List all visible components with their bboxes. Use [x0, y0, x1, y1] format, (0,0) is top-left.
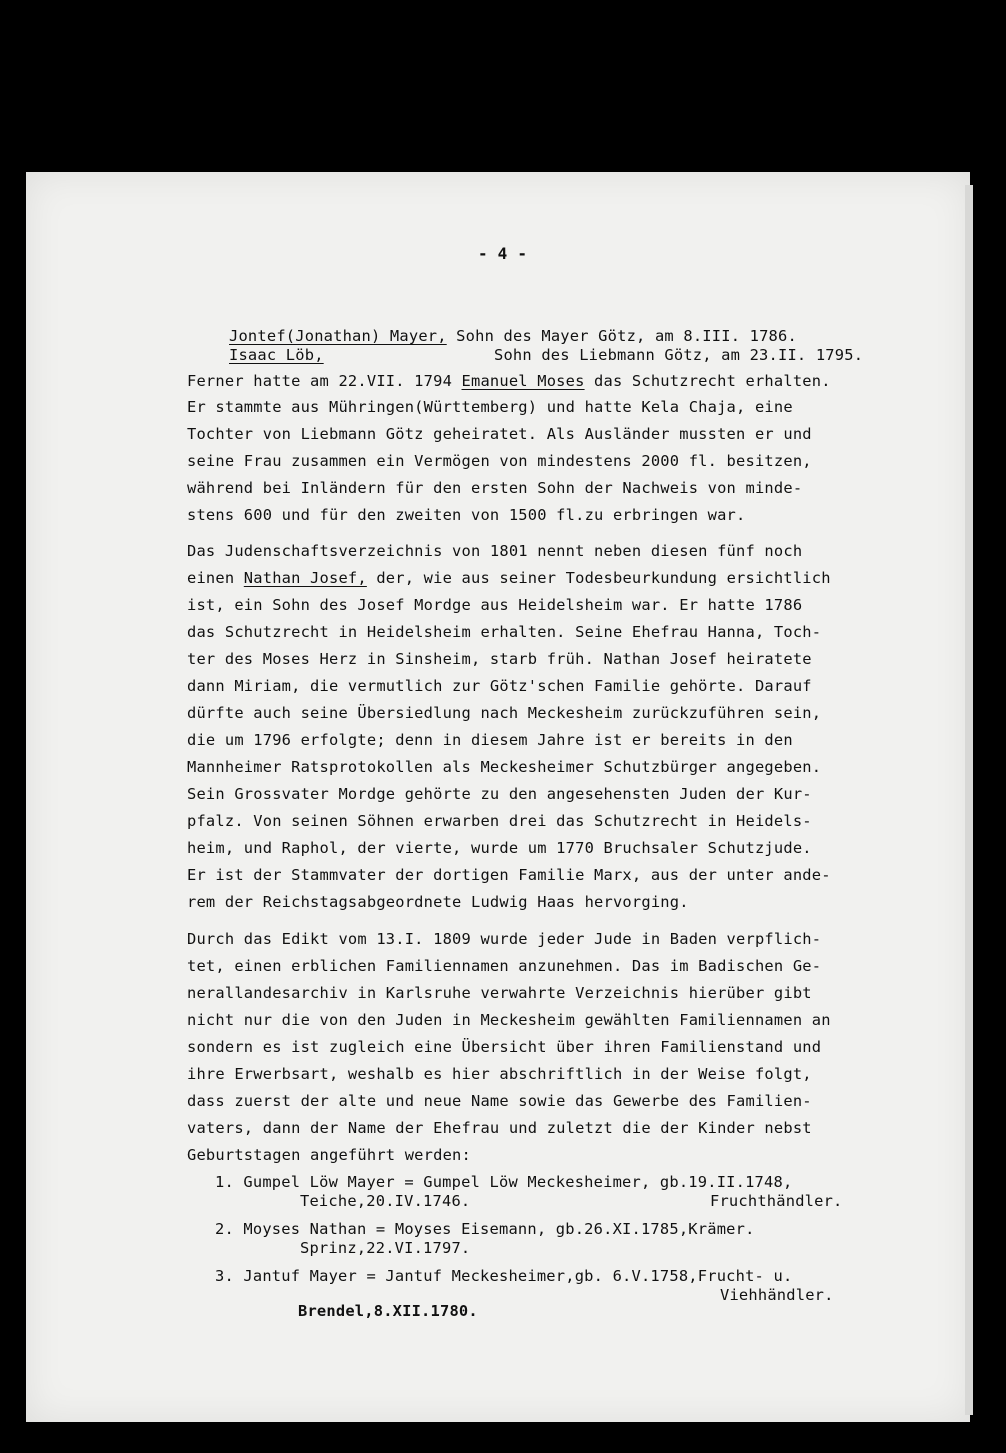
para3-line-2: tet, einen erblichen Familiennamen anzunehmen. Das im Badischen Ge- — [187, 957, 822, 975]
para3-line-4: nicht nur die von den Juden in Meckesheim gewählten Familiennamen an — [187, 1011, 831, 1029]
intro-name-1: Jontef(Jonathan) Mayer, — [229, 327, 447, 345]
para2-line-2 — [187, 568, 831, 588]
entry-2-line-1: 2. Moyses Nathan = Moyses Eisemann, gb.26.XI.1785,Krämer. — [215, 1220, 755, 1238]
para3-line-7: dass zuerst der alte und neue Name sowie das Gewerbe des Familien- — [187, 1092, 812, 1110]
para1-line-6: stens 600 und für den zweiten von 1500 fl.zu erbringen war. — [187, 506, 746, 524]
page-number: - 4 - — [478, 244, 528, 263]
para2-line-3: ist, ein Sohn des Josef Mordge aus Heidelsheim war. Er hatte 1786 — [187, 596, 803, 614]
para2-line-14: rem der Reichstagsabgeordnete Ludwig Haas hervorging. — [187, 893, 689, 911]
para3-line-5: sondern es ist zugleich eine Übersicht über ihren Familienstand und — [187, 1038, 822, 1056]
para2-line-12: heim, und Raphol, der vierte, wurde um 1770 Bruchsaler Schutzjude. — [187, 839, 812, 857]
para2-line-13: Er ist der Stammvater der dortigen Familie Marx, aus der unter ande- — [187, 866, 831, 884]
entry-3-occupation: Viehhändler. — [720, 1286, 834, 1304]
para2-text: der, wie aus seiner Todesbeurkundung ersichtlich — [366, 569, 831, 587]
para2-line-11: pfalz. Von seinen Söhnen erwarben drei das Schutzrecht in Heidels- — [187, 812, 812, 830]
para2-line-9: Mannheimer Ratsprotokollen als Meckesheimer Schutzbürger angegeben. — [187, 758, 822, 776]
para1-line-4: seine Frau zusammen ein Vermögen von mindestens 2000 fl. besitzen, — [187, 452, 812, 470]
para2-line-7: dürfte auch seine Übersiedlung nach Meckesheim zurückzuführen sein, — [187, 704, 822, 722]
name-emanuel-moses: Emanuel Moses — [461, 372, 585, 390]
para1-line-2: Er stammte aus Mühringen(Württemberg) und hatte Kela Chaja, eine — [187, 398, 793, 416]
para3-line-6: ihre Erwerbsart, weshalb es hier abschriftlich in der Weise folgt, — [187, 1065, 812, 1083]
para1-line-3: Tochter von Liebmann Götz geheiratet. Als Ausländer mussten er und — [187, 425, 812, 443]
para2-line-6: dann Miriam, die vermutlich zur Götz'schen Familie gehörte. Darauf — [187, 677, 812, 695]
intro-text-1: Sohn des Mayer Götz, am 8.III. 1786. — [446, 327, 797, 345]
para2-line-1: Das Judenschaftsverzeichnis von 1801 nennt neben diesen fünf noch — [187, 542, 803, 560]
para3-line-9: Geburtstagen angeführt werden: — [187, 1146, 471, 1164]
intro-text-2: Sohn des Liebmann Götz, am 23.II. 1795. — [494, 346, 864, 364]
trailing-line: Brendel,8.XII.1780. — [298, 1302, 478, 1320]
para2-line-10: Sein Grossvater Mordge gehörte zu den angesehensten Juden der Kur- — [187, 785, 812, 803]
entry-3-line-1: 3. Jantuf Mayer = Jantuf Meckesheimer,gb. 6.V.1758,Frucht- u. — [215, 1267, 793, 1285]
para1-line-1 — [187, 371, 831, 391]
para1-text: Ferner hatte am 22.VII. 1794 — [187, 372, 462, 390]
para3-line-8: vaters, dann der Name der Ehefrau und zuletzt die der Kinder nebst — [187, 1119, 812, 1137]
intro-line-2 — [229, 345, 863, 365]
name-nathan-josef: Nathan Josef, — [243, 569, 367, 587]
para3-line-3: nerallandesarchiv in Karlsruhe verwahrte Verzeichnis hierüber gibt — [187, 984, 812, 1002]
para2-line-4: das Schutzrecht in Heidelsheim erhalten. Seine Ehefrau Hanna, Toch- — [187, 623, 822, 641]
entry-2-line-2: Sprinz,22.VI.1797. — [300, 1239, 471, 1257]
entry-1-occupation: Fruchthändler. — [710, 1192, 843, 1210]
para1-line-5: während bei Inländern für den ersten Sohn der Nachweis von minde- — [187, 479, 803, 497]
para3-line-1: Durch das Edikt vom 13.I. 1809 wurde jeder Jude in Baden verpflich- — [187, 930, 822, 948]
para2-line-8: die um 1796 erfolgte; denn in diesem Jahre ist er bereits in den — [187, 731, 793, 749]
entry-1-line-1: 1. Gumpel Löw Mayer = Gumpel Löw Meckesheimer, gb.19.II.1748, — [215, 1173, 793, 1191]
intro-name-2: Isaac Löb, — [229, 346, 324, 364]
para1-text: das Schutzrecht erhalten. — [584, 372, 831, 390]
para2-line-5: ter des Moses Herz in Sinsheim, starb früh. Nathan Josef heiratete — [187, 650, 812, 668]
entry-1-line-2: Teiche,20.IV.1746. — [300, 1192, 471, 1210]
intro-line-1 — [229, 326, 797, 346]
para2-text: einen — [187, 569, 244, 587]
